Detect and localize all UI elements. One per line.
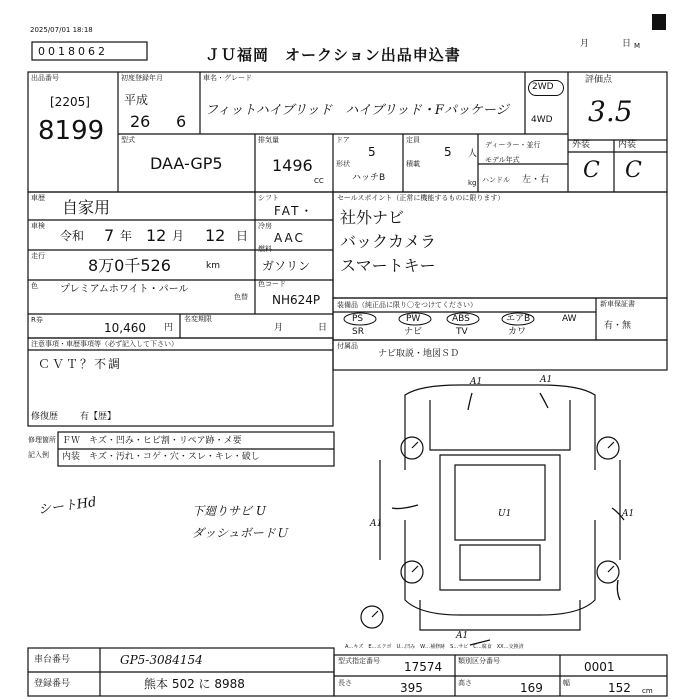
ext-label: 外装 — [572, 140, 591, 150]
legend-row-1: ＦＷ キズ・凹み・ヒビ割・リペア跡・メ要 — [62, 436, 242, 446]
ac-value: AAC — [274, 231, 305, 245]
equipment-airbag: エアB — [506, 314, 531, 324]
color-change-label: 色替 — [234, 293, 248, 301]
handwritten-note-1: シートHd — [37, 494, 98, 519]
notes-label: 注意事項・車歴事項等（必ず記入して下さい） — [31, 340, 178, 348]
equipment-label: 装備品（純正品に限り〇をつけてください） — [337, 301, 477, 309]
capacity-label: 定員 — [406, 136, 420, 144]
score-label: 評価点 — [585, 75, 613, 85]
handwritten-note-3: ダッシュボードＵ — [192, 526, 288, 540]
mileage-value: 8万0千526 — [88, 256, 171, 275]
doors-label: ドア — [336, 136, 350, 144]
width-value: 152 — [608, 681, 631, 695]
height-label: 高さ — [458, 679, 472, 687]
shift-label: シフト — [258, 194, 279, 202]
plate-label: 登録番号 — [34, 679, 71, 689]
drive-4wd: 4WD — [531, 115, 553, 125]
warranty-label: 新車保証書 — [600, 300, 635, 308]
registration-label: 初度登録年月 — [121, 74, 163, 82]
load-unit: kg — [468, 179, 477, 187]
equipment-abs: ABS — [452, 314, 470, 324]
legend-label-2: 記入例 — [28, 451, 49, 459]
equipment-aw: AW — [562, 314, 577, 324]
name-change-day: 日 — [318, 323, 328, 333]
body-value: ハッチB — [352, 173, 386, 183]
usage-value: 自家用 — [62, 198, 111, 217]
mileage-unit: km — [206, 261, 220, 271]
color-code-label: 色コード — [258, 280, 286, 288]
lot-code: [2205] — [50, 95, 90, 109]
accessories-value: ナビ取説・地図ＳＤ — [378, 349, 460, 359]
capacity-value: 5 — [444, 145, 452, 159]
equipment-tv: TV — [456, 327, 468, 337]
dealer-label: ディーラー・並行 — [485, 141, 541, 149]
serial-number: 0018062 — [38, 45, 108, 58]
plate-value: 熊本 502 に 8988 — [144, 677, 245, 691]
equipment-leather: カワ — [508, 327, 527, 337]
model-label: 車名・グレード — [203, 74, 252, 82]
diagram-legend: A…キズ E…エクボ U…凹み W…補修跡 S…サビ C…腐食 XX…交換済 — [345, 644, 524, 650]
equipment-pw: PW — [406, 314, 421, 324]
accessories-label: 付属品 — [337, 342, 358, 350]
legend-label-1: 修理箇所 — [28, 436, 56, 444]
displacement-value: 1496 — [272, 156, 313, 175]
model-name: フィットハイブリッド ハイブリッド・Fパッケージ — [205, 103, 509, 118]
class-value: 0001 — [584, 660, 615, 674]
date-month-label: 月 — [580, 39, 590, 49]
model-year-label: モデル年式 — [485, 156, 520, 164]
repair-value: 有【歴】 — [80, 412, 117, 422]
date-sub: M — [634, 42, 641, 50]
diagram-mark-front-left: A1 — [470, 377, 483, 387]
repair-label: 修復歴 — [31, 412, 59, 422]
equipment-navi: ナビ — [404, 327, 423, 337]
registration-month: 6 — [176, 112, 187, 131]
warranty-value: 有・無 — [604, 321, 632, 331]
sales-points-label: セールスポイント（正常に機能するものに限ります） — [337, 194, 505, 202]
diagram-mark-right-side: A1 — [622, 509, 635, 519]
lot-label: 出品番号 — [31, 74, 59, 82]
diagram-mark-left-side: A1 — [370, 519, 383, 529]
corner-mark — [652, 14, 666, 30]
inspection-era: 令和 — [60, 229, 85, 243]
chassis-value: GP5-3084154 — [120, 653, 203, 667]
lot-number: 8199 — [38, 116, 105, 146]
date-day-label: 日 — [622, 39, 632, 49]
inspection-year: 7 — [104, 226, 115, 245]
load-label: 積載 — [406, 160, 420, 168]
class-label: 類別区分番号 — [458, 657, 500, 665]
shift-value: FAT・ — [274, 204, 315, 218]
recycle-label: R券 — [31, 316, 43, 324]
type-value: DAA-GP5 — [150, 154, 223, 173]
equipment-ps: PS — [352, 314, 364, 324]
notes-text: ＣＶＴ？不調 — [38, 357, 123, 371]
sales-point-3: スマートキー — [340, 256, 436, 275]
sales-point-2: バックカメラ — [340, 232, 437, 251]
inspection-month-unit: 月 — [172, 229, 185, 243]
score-value: 3.5 — [588, 95, 633, 128]
height-value: 169 — [520, 681, 543, 695]
fuel-label: 燃料 — [258, 245, 272, 253]
color-label: 色 — [31, 282, 38, 290]
registration-era: 平成 — [124, 93, 149, 107]
form-title: ＪＵ福岡 オークション出品申込書 — [205, 46, 461, 64]
ac-label: 冷房 — [258, 222, 272, 230]
inspection-month: 12 — [146, 226, 167, 245]
chassis-label: 車台番号 — [34, 655, 71, 665]
registration-year: 26 — [130, 112, 151, 131]
recycle-unit: 円 — [164, 323, 174, 333]
diagram-mark-roof: U1 — [498, 509, 512, 519]
name-change-label: 名変期限 — [184, 315, 212, 323]
inspection-day: 12 — [205, 226, 226, 245]
cert-value: 17574 — [404, 660, 443, 674]
inspection-day-unit: 日 — [236, 229, 249, 243]
usage-label: 車歴 — [31, 194, 45, 202]
int-label: 内装 — [618, 140, 637, 150]
length-value: 395 — [400, 681, 423, 695]
int-value: C — [625, 158, 642, 183]
sales-point-1: 社外ナビ — [340, 208, 405, 227]
cert-label: 型式指定番号 — [338, 657, 380, 665]
handwritten-note-2: 下廻りサビ U — [192, 504, 266, 518]
displacement-label: 排気量 — [258, 136, 279, 144]
recycle-value: 10,460 — [104, 321, 146, 335]
print-timestamp: 2025/07/01 18:18 — [30, 26, 93, 34]
color-code-value: NH624P — [272, 293, 321, 307]
mileage-label: 走行 — [31, 252, 45, 260]
type-label: 型式 — [121, 136, 135, 144]
capacity-unit: 人 — [468, 149, 478, 159]
doors-value: 5 — [368, 145, 376, 159]
inspection-year-unit: 年 — [120, 229, 133, 243]
diagram-mark-rear: A1 — [456, 631, 469, 641]
ext-value: C — [583, 158, 600, 183]
legend-row-2: 内装 キズ・汚れ・コゲ・穴・スレ・キレ・破し — [62, 452, 260, 462]
handle-options: 左・右 — [522, 175, 550, 185]
length-label: 長さ — [338, 679, 352, 687]
dimension-unit: cm — [642, 687, 653, 695]
displacement-unit: CC — [314, 177, 324, 185]
color-value: プレミアムホワイト・パール — [60, 284, 189, 295]
diagram-mark-front-right: A1 — [540, 375, 553, 385]
equipment-sr: SR — [352, 327, 364, 337]
name-change-month: 月 — [274, 323, 284, 333]
width-label: 幅 — [563, 679, 570, 687]
fuel-value: ガソリン — [262, 259, 311, 273]
body-label: 形状 — [336, 160, 350, 168]
inspection-label: 車検 — [31, 222, 45, 230]
handle-label: ハンドル — [482, 176, 510, 184]
drive-2wd: 2WD — [532, 82, 554, 92]
